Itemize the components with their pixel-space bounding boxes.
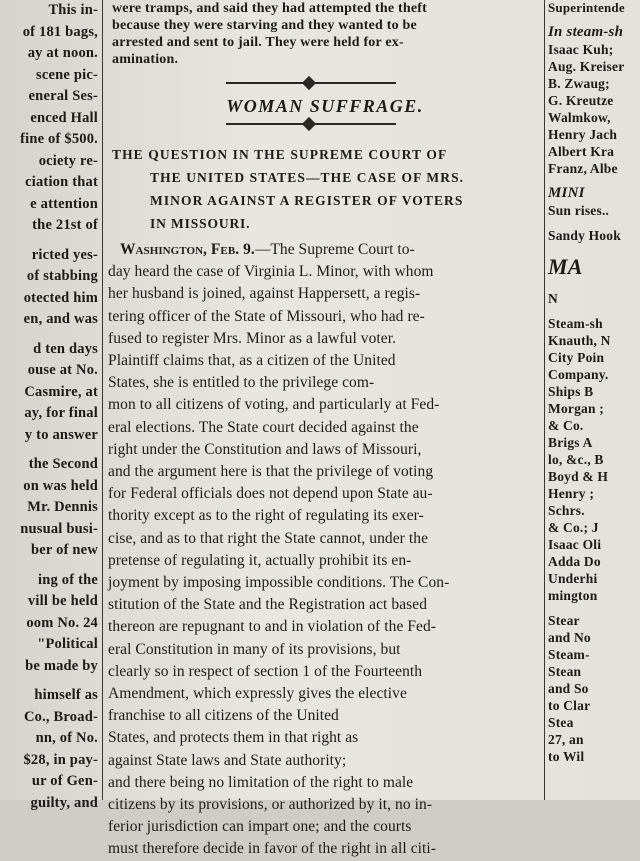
right-column: [546, 0, 640, 800]
body-line: day heard the case of Virginia L. Minor, with whom: [108, 263, 434, 281]
body-line: pretense of regulating it, actually prohibit its en-: [108, 551, 412, 569]
right-column-line: & Co.: [548, 418, 584, 433]
left-column-line: ay at noon.: [27, 45, 98, 61]
right-column-line: Adda Do: [548, 554, 601, 569]
left-column-line: nn, of No.: [35, 730, 98, 746]
dateline: Washington, Feb. 9.: [120, 241, 255, 258]
body-line: thereon are repugnant to and in violation of the Fed-: [108, 618, 437, 636]
left-column-line: [0, 331, 100, 339]
subheadline: [108, 143, 542, 235]
right-column-line: lo, &c., B: [548, 452, 604, 467]
body-line: franchise to all citizens of the United: [108, 707, 339, 725]
right-column-line: to Clar: [548, 698, 591, 713]
body-line: Amendment, which expressly gives the elective: [108, 685, 407, 703]
body-line: citizens by its provisions, or authorized by it, no in-: [108, 796, 433, 814]
left-column-line: ociety re-: [38, 152, 98, 169]
left-column-line: of stabbing: [26, 268, 98, 284]
right-column-line: Boyd & H: [548, 469, 609, 484]
headline-ornament: [226, 78, 396, 88]
left-column-line: the Second: [28, 456, 98, 472]
left-column-line: This in-: [48, 2, 98, 18]
left-column-line: e attention: [30, 195, 98, 212]
right-column-line: to Wil: [548, 749, 585, 764]
right-column-line: 27, an: [548, 732, 584, 747]
left-column-line: Mr. Dennis: [27, 499, 98, 515]
left-column-line: [0, 562, 100, 570]
right-column-line: Isaac Oli: [548, 537, 602, 552]
right-column-line: and No: [548, 630, 591, 645]
body-line: stitution of the State and the Registration act based: [108, 596, 428, 614]
right-column-line: Henry ;: [548, 486, 595, 501]
left-column-line: oom No. 24: [26, 614, 98, 631]
left-column-line: himself as: [34, 687, 98, 703]
lead-line: because they were starving and they wanted to be: [112, 18, 417, 33]
left-column-line: ber of new: [31, 542, 98, 558]
body-line: clearly so in respect of section 1 of the Fourteenth: [108, 662, 423, 680]
left-column-line: [0, 677, 100, 685]
body-line: for Federal officials does not depend upon State au-: [108, 485, 433, 503]
left-column-line: Co., Broad-: [23, 708, 98, 725]
left-column-line: ricted yes-: [31, 246, 98, 263]
left-column-line: on was held: [23, 477, 98, 494]
right-column-line: Sun rises..: [548, 203, 610, 218]
right-column-line: In steam-sh: [548, 24, 624, 40]
headline-ornament: [226, 119, 396, 129]
left-column-line: scene pic-: [36, 66, 98, 83]
body-line: States, she is entitled to the privilege com-: [108, 374, 375, 392]
right-column-line: [546, 282, 640, 290]
body-line: and the argument here is that the privilege of voting: [108, 463, 434, 481]
left-column-line: y to answer: [24, 426, 98, 443]
right-column-line: [546, 219, 640, 227]
right-column-line: mington: [548, 588, 598, 603]
left-column-line: [0, 446, 100, 454]
body-line: thority except as to the right of regulating its exer-: [108, 507, 424, 525]
body-line: States, and protects them in that right as: [108, 729, 359, 747]
body-line: joyment by imposing impossible conditions. The Con-: [108, 574, 450, 592]
right-column-line: N: [548, 291, 558, 306]
body-line: Washington, Feb. 9.—The Supreme Court to-: [120, 241, 415, 258]
right-column-line: Isaac Kuh;: [548, 42, 614, 57]
right-column-line: Franz, Albe: [548, 161, 618, 176]
right-column-line: Walmkow,: [548, 110, 611, 125]
left-column-line: ay, for final: [24, 405, 98, 421]
left-column-line: guilty, and: [30, 794, 98, 811]
right-column-line: Steam-sh: [548, 316, 603, 331]
left-column-line: of 181 bags,: [22, 23, 98, 40]
left-column-line: ciation that: [25, 174, 98, 190]
left-column-line: vill be held: [27, 593, 98, 609]
left-column-line: eneral Ses-: [28, 88, 98, 104]
body-line: right under the Constitution and laws of Missouri,: [108, 440, 422, 458]
right-column-line: Company.: [548, 367, 609, 382]
body-line: and there being no limitation of the right to male: [108, 773, 414, 791]
subhead-line: IN MISSOURI.: [150, 216, 251, 231]
right-column-line: MINI: [548, 185, 585, 201]
body-line: eral Constitution in many of its provisions, but: [108, 640, 401, 658]
right-column-line: & Co.; J: [548, 520, 599, 535]
right-column-line: Schrs.: [548, 503, 585, 518]
subhead-line: THE QUESTION IN THE SUPREME COURT OF: [112, 147, 448, 162]
right-column-line: Henry Jach: [548, 127, 618, 142]
main-column: [108, 0, 542, 858]
column-rule: [544, 0, 545, 800]
body-line: Plaintiff claims that, as a citizen of the United: [108, 352, 396, 370]
right-column-line: B. Zwaug;: [548, 76, 610, 91]
left-column-line: ur of Gen-: [31, 773, 98, 789]
left-column-line: [0, 237, 100, 245]
right-column-line: Ships B: [548, 384, 594, 399]
left-column-line: "Political: [37, 636, 98, 652]
article-body: [108, 239, 542, 861]
right-column-line: City Poin: [548, 350, 605, 365]
right-column-line: Stea: [548, 715, 574, 730]
right-column-line: Aug. Kreiser: [548, 59, 625, 74]
left-column-line: en, and was: [23, 311, 98, 327]
column-rule: [102, 0, 103, 800]
body-line: tering officer of the State of Missouri, who had re-: [108, 307, 425, 325]
body-line: against State laws and State authority;: [108, 751, 347, 769]
left-column-line: enced Hall: [30, 109, 98, 126]
preceding-article-tail: [108, 0, 542, 68]
right-column-line: Sandy Hook: [548, 228, 621, 243]
right-column-line: Stean: [548, 664, 582, 679]
subhead-line: THE UNITED STATES—THE CASE OF MRS.: [150, 170, 465, 185]
headline: WOMAN SUFFRAGE.: [226, 96, 424, 116]
right-column-line: MA: [548, 254, 583, 279]
body-line: cise, and as to that right the State cannot, under the: [108, 529, 429, 547]
right-column-line: Morgan ;: [548, 401, 604, 416]
lead-line: arrested and sent to jail. They were held for ex-: [112, 35, 404, 50]
right-column-line: and So: [548, 681, 589, 696]
subhead-line: MINOR AGAINST A REGISTER OF VOTERS: [150, 193, 464, 208]
body-line: her husband is joined, against Happersett, a regis-: [108, 285, 421, 303]
right-column-line: Underhi: [548, 571, 598, 586]
right-column-line: Steam-: [548, 647, 590, 662]
right-column-line: Brigs A: [548, 435, 593, 450]
right-column-line: Knauth, N: [548, 333, 611, 348]
left-column-line: Casmire, at: [24, 383, 98, 400]
left-column-line: ing of the: [38, 571, 98, 588]
left-column-line: be made by: [25, 657, 98, 674]
right-column-line: G. Kreutze: [548, 93, 614, 108]
lead-line: were tramps, and said they had attempted the theft: [112, 1, 427, 16]
left-column-line: the 21st of: [32, 217, 98, 233]
right-column-line: [546, 604, 640, 612]
left-column-line: ouse at No.: [27, 362, 98, 378]
body-line: fused to register Mrs. Minor as a lawful voter.: [108, 329, 397, 347]
right-column-line: [546, 177, 640, 185]
left-column-line: fine of $500.: [20, 131, 98, 147]
right-column-line: [546, 16, 640, 24]
lead-line: amination.: [112, 52, 179, 67]
left-column-line: $28, in pay-: [23, 751, 98, 768]
body-line: ferior jurisdiction can impart one; and the courts: [108, 818, 412, 836]
left-column-line: nusual busi-: [20, 520, 98, 537]
right-column-line: Superintende: [548, 0, 625, 15]
body-line: eral elections. The State court decided against the: [108, 418, 419, 436]
right-column-line: [546, 244, 640, 252]
left-column-line: otected him: [23, 289, 98, 306]
left-column: [0, 0, 100, 811]
body-line: mon to all citizens of voting, and particularly at Fed-: [108, 396, 440, 414]
right-column-line: Stear: [548, 613, 580, 628]
body-line: must therefore decide in favor of the right in all citi-: [108, 840, 437, 858]
right-column-line: Albert Kra: [548, 144, 615, 159]
right-column-line: [546, 307, 640, 315]
left-column-line: d ten days: [33, 340, 98, 357]
